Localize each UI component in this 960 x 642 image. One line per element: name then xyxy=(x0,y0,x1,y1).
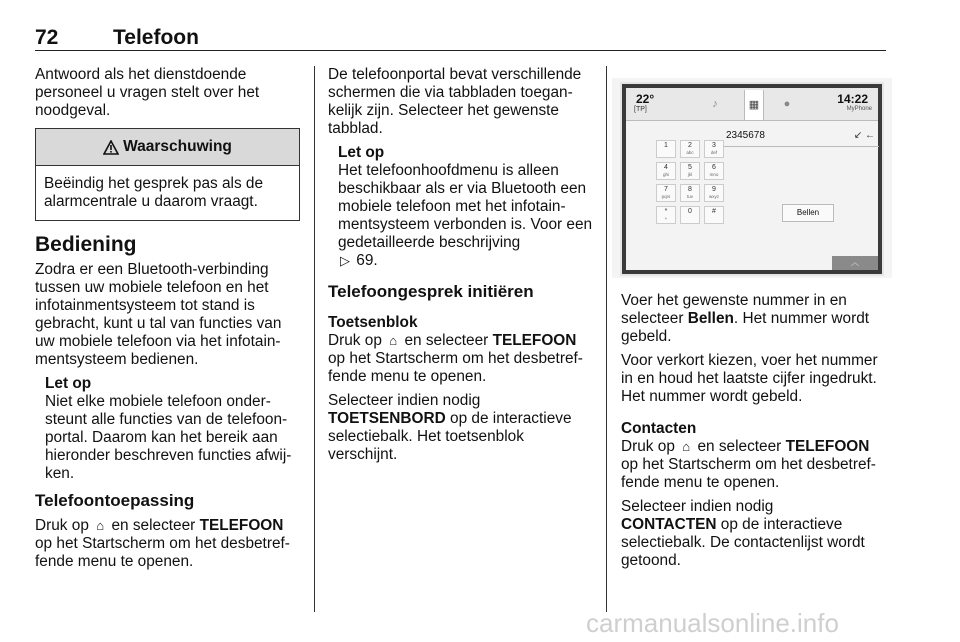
text-fragment: en selecteer xyxy=(697,438,782,455)
intro-paragraph: De telefoonportal bevat verschillende schermen die via tabbladen toegan-kelijk zijn. Selecteer het gewenste tabblad. xyxy=(328,66,582,137)
note-title: Let op xyxy=(45,375,92,392)
keypad-key-letters: jkl xyxy=(687,172,693,177)
status-bar xyxy=(626,88,878,121)
subheading-toetsenblok: Toetsenblok xyxy=(328,314,418,331)
keypad-key-letters: mno xyxy=(709,172,719,177)
contacten-paragraph-1 xyxy=(621,438,889,492)
temperature: 22° xyxy=(636,92,655,106)
bold-term: TELEFOON xyxy=(492,332,577,349)
header-rule xyxy=(35,50,886,51)
number-display xyxy=(724,126,879,147)
section-heading-bediening: Bediening xyxy=(35,233,137,256)
warning-title: Waarschuwing xyxy=(123,138,232,155)
keypad-key-digit: 1 xyxy=(664,142,668,149)
text-fragment: en selecteer xyxy=(111,517,196,534)
keypad-key[interactable] xyxy=(656,140,676,158)
note-box xyxy=(338,144,594,270)
keypad-key[interactable] xyxy=(704,162,724,180)
note-text: Het telefoonhoofdmenu is alleen beschikbaar als er via Bluetooth een mobiele telefoon met het infotain-mentsysteem verbonden is. Voor een gedetailleerde beschrijving xyxy=(338,162,593,251)
keypad-key-digit: * xyxy=(664,208,668,215)
keypad-key[interactable] xyxy=(656,206,676,224)
collapse-chevron-icon[interactable]: ︿ xyxy=(832,256,878,270)
keypad-key[interactable] xyxy=(656,162,676,180)
warning-text: Beëindig het gesprek pas als de alarmcentrale u daarom vraagt. xyxy=(44,175,264,210)
keypad-key-digit: 4 xyxy=(664,164,668,171)
speed-dial-paragraph: Voor verkort kiezen, voer het nummer in en houd het laatste cijfer ingedrukt. Het nummer wordt gebeld. xyxy=(621,352,878,405)
watermark: carmanualsonline.info xyxy=(586,608,839,638)
text-fragment: . Het nummer wordt gebeld. xyxy=(621,310,870,345)
bold-term: Bellen xyxy=(687,310,734,327)
backspace-icon[interactable]: ↙ ← xyxy=(853,130,875,141)
keypad-key[interactable] xyxy=(656,184,676,202)
note-ref: 69. xyxy=(356,252,378,269)
tab-keypad-icon[interactable]: ▦ xyxy=(744,90,764,120)
column-divider-1 xyxy=(314,66,315,612)
tp-indicator: [TP] xyxy=(634,106,647,113)
keypad-key-digit: 5 xyxy=(688,164,692,171)
column-2 xyxy=(328,66,594,470)
keypad-key[interactable] xyxy=(704,184,724,202)
keypad-key-letters: pqrs xyxy=(661,194,671,199)
screen-display xyxy=(626,88,878,270)
infotainment-screen-figure xyxy=(620,82,884,276)
text-fragment: Druk op xyxy=(621,438,675,455)
intro-paragraph: Antwoord als het dienstdoende personeel u vragen stelt over het noodgeval. xyxy=(35,66,260,119)
bold-term: TELEFOON xyxy=(199,517,284,534)
text-fragment: op het Startscherm om het desbetref-fende menu te openen. xyxy=(621,456,876,491)
warning-triangle-icon xyxy=(103,140,119,155)
subheading-contacten: Contacten xyxy=(621,420,697,437)
column-divider-2 xyxy=(606,66,607,612)
arrow-reference-icon: ▷ xyxy=(340,253,350,268)
keypad-key-digit: 0 xyxy=(688,208,692,215)
call-button[interactable]: Bellen xyxy=(782,204,834,222)
keypad-key-letters: + xyxy=(664,216,668,221)
bold-term: TELEFOON xyxy=(785,438,870,455)
text-fragment: op het Startscherm om het desbetref-fende menu te openen. xyxy=(35,535,290,570)
text-fragment: op het Startscherm om het desbetref-fende menu te openen. xyxy=(328,350,583,385)
keypad-key-digit: 6 xyxy=(712,164,716,171)
keypad-key-digit: 7 xyxy=(664,186,668,193)
clock: 14:22 xyxy=(837,92,868,106)
keypad-key[interactable] xyxy=(680,184,700,202)
contacten-paragraph-2 xyxy=(621,498,889,570)
home-icon: ⌂ xyxy=(96,518,105,533)
page-number: 72 xyxy=(35,26,59,49)
text-fragment: Druk op xyxy=(35,517,89,534)
keypad-key[interactable] xyxy=(680,162,700,180)
keypad-key-letters: abc xyxy=(686,150,694,155)
note-title: Let op xyxy=(338,144,385,161)
keypad-key-digit: 2 xyxy=(688,142,692,149)
home-icon: ⌂ xyxy=(389,333,398,348)
section-heading-telefoongesprek: Telefoongesprek initiëren xyxy=(328,282,534,301)
page-title: Telefoon xyxy=(113,26,199,49)
text-fragment: en selecteer xyxy=(404,332,489,349)
section-paragraph: Zodra er een Bluetooth-verbinding tussen uw mobiele telefoon en het infotainmentsysteem tot stand is gebracht, kunt u tal van functies van uw mobiele telefoon via het infotain-mentsysteem bedienen. xyxy=(35,261,282,368)
text-fragment: op de interactieve selectiebalk. De contactenlijst wordt getoond. xyxy=(621,516,865,569)
text-fragment: Selecteer indien nodig xyxy=(621,498,774,515)
keypad-key-letters: ghi xyxy=(662,172,669,177)
keypad-key[interactable] xyxy=(680,206,700,224)
home-icon: ⌂ xyxy=(682,439,691,454)
column-1 xyxy=(35,66,300,577)
toetsenblok-paragraph-1 xyxy=(328,332,594,386)
text-fragment: Voer het gewenste nummer in en selecteer xyxy=(621,292,847,327)
tab-contacts-icon[interactable]: ● xyxy=(783,98,791,110)
keypad-key-letters: wxyz xyxy=(709,194,719,199)
toetsenblok-paragraph-2 xyxy=(328,392,594,464)
keypad-key-digit: # xyxy=(712,208,716,215)
note-box xyxy=(45,375,300,483)
bold-term: TOETSENBORD xyxy=(328,410,446,427)
keypad-key-digit: 3 xyxy=(712,142,716,149)
keypad-key[interactable] xyxy=(704,206,724,224)
keypad-key-digit: 8 xyxy=(688,186,692,193)
keypad-key[interactable] xyxy=(704,140,724,158)
text-fragment: Selecteer indien nodig xyxy=(328,392,481,409)
phone-name: MyPhone xyxy=(846,106,872,112)
note-text: Niet elke mobiele telefoon onder-steunt alle functies van de telefoon-portal. Daarom kan het bereik aan hieronder beschreven functies afwij-ken. xyxy=(45,393,292,482)
text-fragment: Druk op xyxy=(328,332,382,349)
keypad-key-digit: 9 xyxy=(712,186,716,193)
keypad-key-letters: tuv xyxy=(686,194,693,199)
text-fragment: op de interactieve selectiebalk. Het toetsenblok verschijnt. xyxy=(328,410,572,463)
warning-box xyxy=(35,128,300,221)
subsection-heading: Telefoontoepassing xyxy=(35,491,195,510)
bellen-paragraph xyxy=(621,292,889,346)
column-3 xyxy=(621,292,889,576)
telefoontoepassing-paragraph xyxy=(35,517,300,571)
keypad-key-letters: def xyxy=(710,150,718,155)
warning-header xyxy=(36,129,299,166)
dialed-number: 2345678 xyxy=(726,130,765,141)
keypad-key[interactable] xyxy=(680,140,700,158)
bold-term: CONTACTEN xyxy=(621,516,717,533)
tab-music-icon[interactable]: ♪ xyxy=(712,98,718,110)
